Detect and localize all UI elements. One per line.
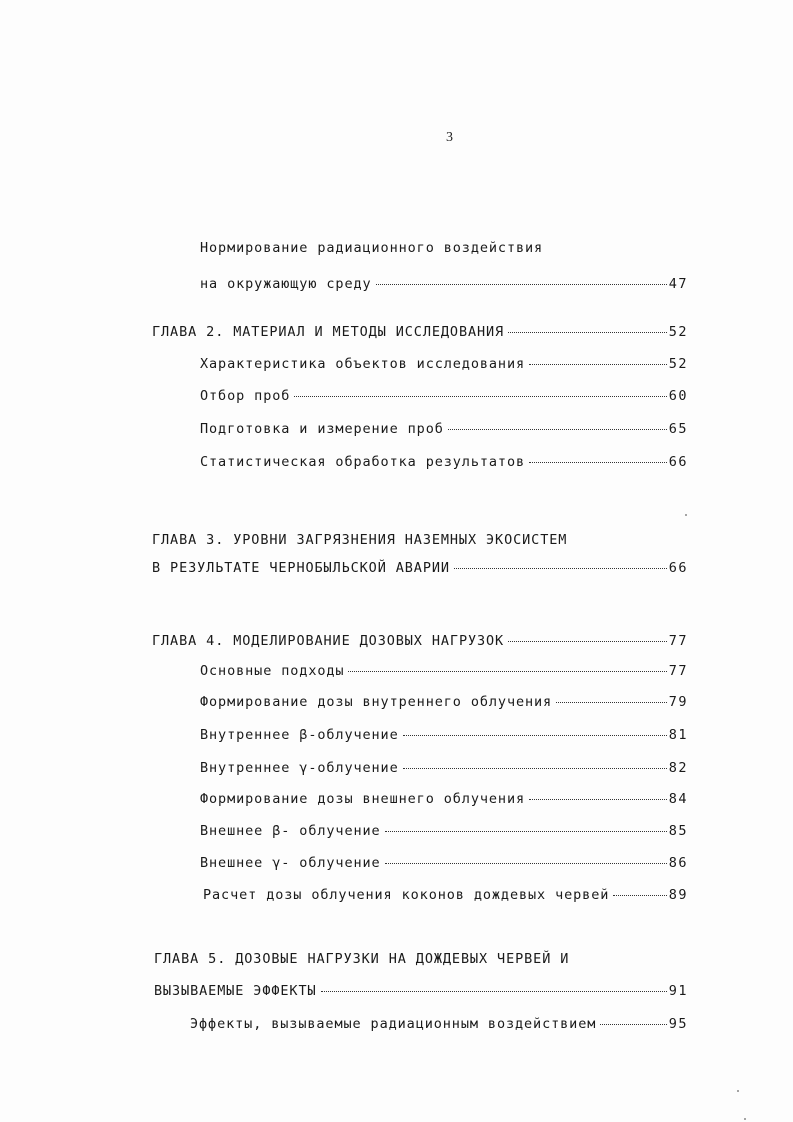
toc-entry-title: Нормирование радиационного воздействия	[200, 240, 544, 256]
toc-chapter-title: ГЛАВА 5. ДОЗОВЫЕ НАГРУЗКИ НА ДОЖДЕВЫХ ЧЕРВЕЙ И	[154, 951, 570, 967]
toc-entry-page: 91	[668, 983, 688, 999]
toc-entry	[200, 725, 688, 745]
leader-dots	[385, 863, 667, 864]
toc-entry-page: 77	[668, 663, 688, 679]
leader-dots	[508, 641, 667, 642]
toc-entry-page: 65	[668, 421, 688, 437]
toc-entry-page: 89	[668, 887, 688, 903]
leader-dots	[529, 462, 667, 463]
toc-entry	[200, 692, 688, 712]
toc-entry-page: 52	[668, 356, 688, 372]
toc-entry-page: 81	[668, 727, 688, 743]
toc-entry-title: Эффекты, вызываемые радиационным воздействием	[190, 1016, 597, 1032]
leader-dots	[294, 396, 666, 397]
toc-entry	[200, 419, 688, 439]
toc-entry-title: Внутреннее β-облучение	[200, 727, 399, 743]
toc-entry	[200, 789, 688, 809]
toc-entry-title: Статистическая обработка результатов	[200, 454, 525, 470]
toc-entry-page: 85	[668, 823, 688, 839]
toc-entry-title: Формирование дозы внутреннего облучения	[200, 694, 553, 710]
leader-dots	[529, 364, 667, 365]
page-number: 3	[446, 130, 453, 145]
leader-dots	[508, 332, 667, 333]
leader-dots	[448, 429, 667, 430]
toc-chapter-title: ГЛАВА 3. УРОВНИ ЗАГРЯЗНЕНИЯ НАЗЕМНЫХ ЭКОСИСТЕМ	[152, 532, 568, 548]
toc-entry	[200, 758, 688, 778]
toc-entry-page: 86	[668, 855, 688, 871]
toc-entry-title: на окружающую среду	[200, 276, 372, 292]
leader-dots	[613, 895, 666, 896]
toc-entry	[203, 885, 688, 905]
toc-entry-page: 95	[668, 1016, 688, 1032]
leader-dots	[385, 831, 667, 832]
leader-dots	[454, 568, 667, 569]
toc-entry-title: Формирование дозы внешнего облучения	[200, 791, 525, 807]
leader-dots	[529, 799, 667, 800]
toc-chapter-5-line1	[154, 949, 688, 969]
leader-dots	[348, 671, 666, 672]
leader-dots	[403, 768, 667, 769]
toc-entry-title: Подготовка и измерение проб	[200, 421, 444, 437]
leader-dots	[321, 991, 667, 992]
toc-entry-title: Отбор проб	[200, 388, 291, 404]
toc-entry-title: Внутреннее γ-облучение	[200, 760, 399, 776]
toc-chapter-title: ГЛАВА 4. МОДЕЛИРОВАНИЕ ДОЗОВЫХ НАГРУЗОК	[152, 633, 505, 649]
toc-chapter-2	[152, 322, 688, 342]
toc-chapter-3-line1	[152, 530, 688, 550]
toc-entry	[200, 821, 688, 841]
toc-entry-page: 79	[668, 694, 688, 710]
toc-entry-page: 66	[668, 560, 688, 576]
scan-speck	[685, 514, 687, 516]
toc-entry	[200, 853, 688, 873]
toc-entry-page: 82	[668, 760, 688, 776]
scan-speck	[744, 1118, 746, 1120]
toc-entry-normirovanie	[200, 274, 688, 294]
toc-entry-page: 52	[668, 324, 688, 340]
toc-entry	[200, 452, 688, 472]
toc-entry	[200, 661, 688, 681]
toc-entry	[200, 354, 688, 374]
toc-entry-page: 60	[668, 388, 688, 404]
toc-entry-title: Характеристика объектов исследования	[200, 356, 525, 372]
toc-entry-page: 66	[668, 454, 688, 470]
toc-chapter-3	[152, 558, 688, 578]
leader-dots	[403, 735, 667, 736]
toc-entry	[190, 1014, 688, 1034]
leader-dots	[556, 702, 667, 703]
toc-entry-page: 77	[668, 633, 688, 649]
toc-entry-page: 84	[668, 791, 688, 807]
scan-speck	[737, 1090, 739, 1092]
toc-chapter-5	[154, 981, 688, 1001]
toc-entry-title: Внешнее γ- облучение	[200, 855, 381, 871]
toc-entry-title: Внешнее β- облучение	[200, 823, 381, 839]
leader-dots	[600, 1024, 666, 1025]
toc-chapter-title: В РЕЗУЛЬТАТЕ ЧЕРНОБЫЛЬСКОЙ АВАРИИ	[152, 560, 450, 576]
leader-dots	[376, 284, 667, 285]
toc-chapter-title: ВЫЗЫВАЕМЫЕ ЭФФЕКТЫ	[154, 983, 317, 999]
toc-entry-title: Расчет дозы облучения коконов дождевых червей	[203, 887, 610, 903]
toc-chapter-4	[152, 631, 688, 651]
toc-chapter-title: ГЛАВА 2. МАТЕРИАЛ И МЕТОДЫ ИССЛЕДОВАНИЯ	[152, 324, 505, 340]
toc-entry	[200, 386, 688, 406]
toc-entry-title: Основные подходы	[200, 663, 345, 679]
toc-entry-normirovanie-line1	[200, 238, 680, 258]
toc-entry-page: 47	[668, 276, 688, 292]
